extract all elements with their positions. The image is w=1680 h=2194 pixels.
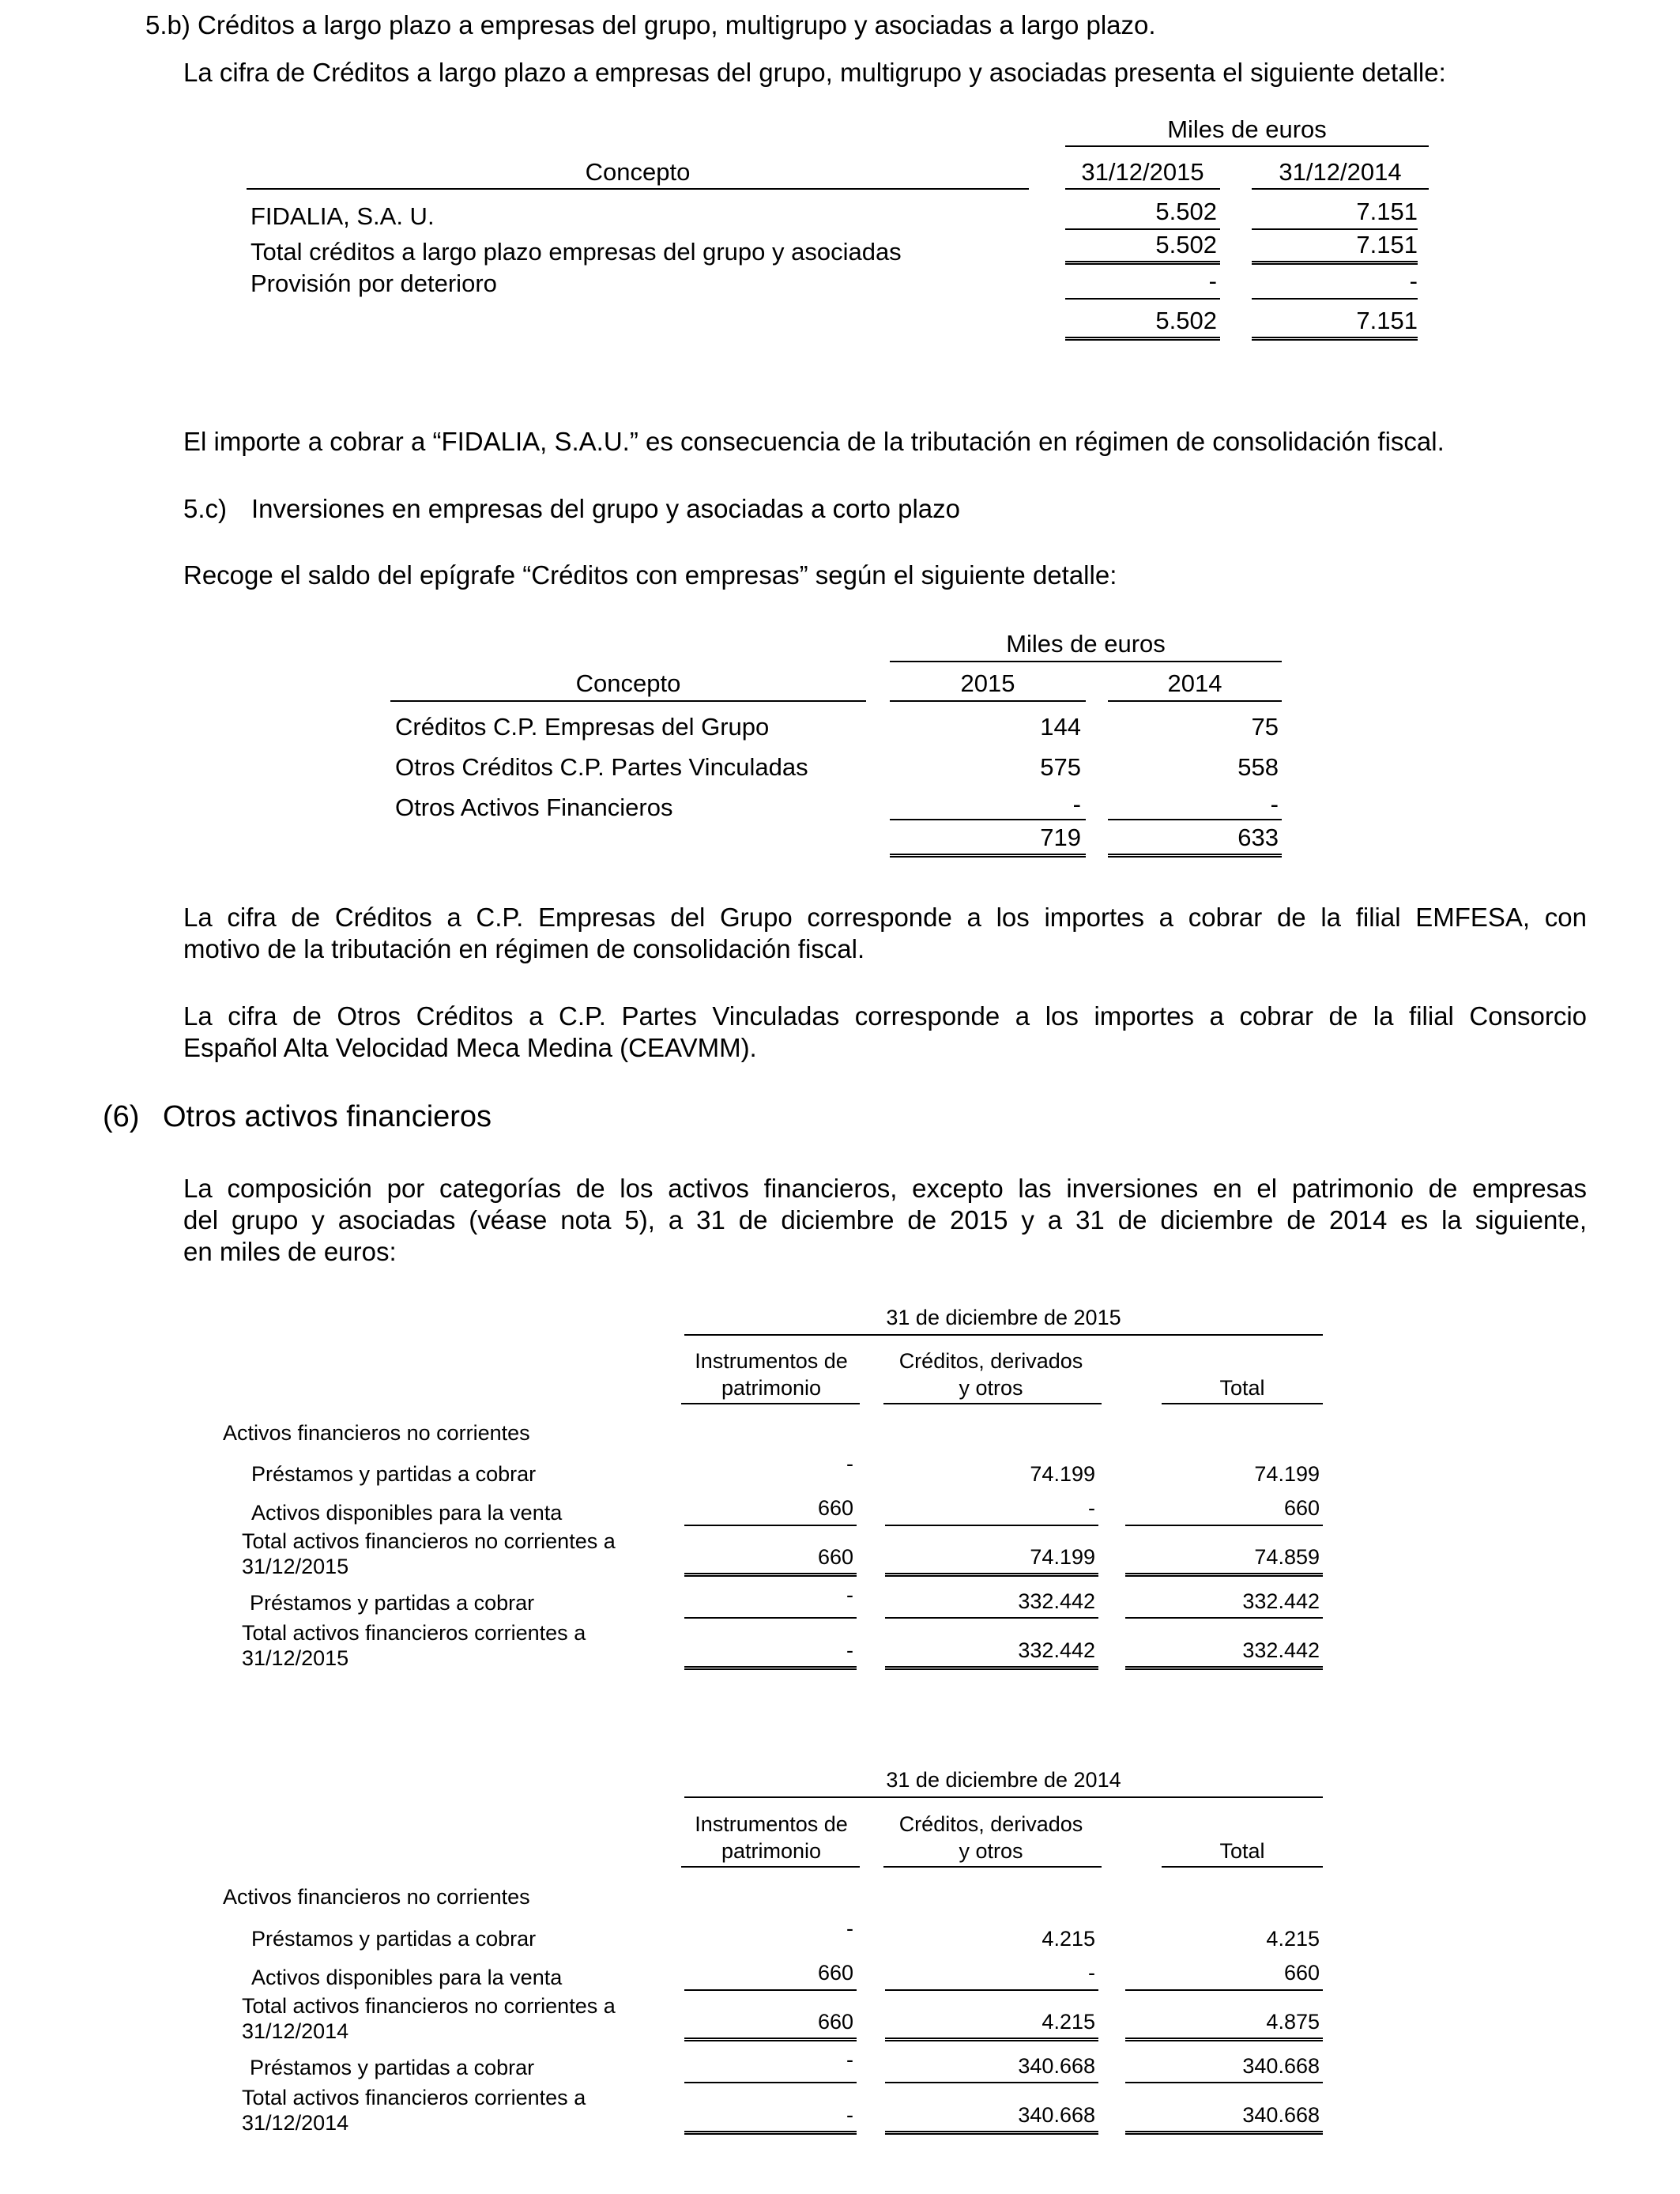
table-row-label: Total activos financieros no corrientes a xyxy=(242,1529,616,1553)
double-rule xyxy=(885,2038,1098,2041)
rule xyxy=(885,1989,1098,1991)
table-cell: - xyxy=(1088,1961,1095,1985)
double-rule xyxy=(1125,1573,1323,1577)
col-2015: 31/12/2015 xyxy=(1081,158,1204,186)
rule xyxy=(1162,1866,1323,1868)
section-6-intro-line1: La composición por categorías de los activos financieros, excepto las inversiones en el patrimonio de empresas xyxy=(183,1174,1587,1203)
table-cell: 340.668 xyxy=(1018,2054,1095,2078)
table-row-label: Préstamos y partidas a cobrar xyxy=(250,2056,535,2079)
section-5c-number: 5.c) xyxy=(183,494,228,523)
table-cell: 332.442 xyxy=(1018,1589,1095,1613)
rule xyxy=(1125,1525,1323,1526)
col-instruments: Instrumentos de xyxy=(695,1812,848,1836)
table-row-label: 31/12/2015 xyxy=(242,1555,349,1578)
table-cell: 4.875 xyxy=(1266,2010,1320,2034)
table-cell: 74.199 xyxy=(1254,1462,1320,1486)
table-cell: - xyxy=(846,2103,853,2127)
rule xyxy=(1162,1403,1323,1404)
table-cell: 74.199 xyxy=(1030,1462,1095,1486)
section-6-intro-line2: del grupo y asociadas (véase nota 5), a 31 de diciembre de 2015 y a 31 de diciembre de 2014 es la siguiente, xyxy=(183,1205,1587,1235)
table-cell: 660 xyxy=(1283,1496,1320,1520)
rule xyxy=(1125,1617,1323,1619)
table-cell: - xyxy=(1088,1496,1095,1520)
section-6-intro-line3: en miles de euros: xyxy=(183,1237,397,1266)
rule xyxy=(890,819,1086,820)
unit-header: Miles de euros xyxy=(1006,630,1166,658)
table-cell: 340.668 xyxy=(1018,2103,1095,2127)
col-total: Total xyxy=(1219,1376,1265,1400)
rule xyxy=(1125,2082,1323,2083)
table-row-label: Préstamos y partidas a cobrar xyxy=(251,1927,537,1951)
table-row-label: Total activos financieros corrientes a xyxy=(242,1621,586,1645)
double-rule xyxy=(1065,261,1220,265)
double-rule xyxy=(1252,261,1418,265)
table-cell: 7.151 xyxy=(1356,231,1418,258)
table-cell: 660 xyxy=(817,1496,853,1520)
para-5c-1-line1: La cifra de Créditos a C.P. Empresas del Grupo corresponde a los importes a cobrar de la filial EMFESA, con xyxy=(183,903,1587,932)
table-row-label: Activos disponibles para la venta xyxy=(251,1966,563,1989)
para-5c-2-line1: La cifra de Otros Créditos a C.P. Partes Vinculadas corresponde a los importes a cobrar de la filial Consorcio xyxy=(183,1001,1587,1031)
table-cell: 144 xyxy=(1040,713,1081,741)
double-rule xyxy=(885,1573,1098,1577)
table-cell: 75 xyxy=(1251,713,1279,741)
double-rule xyxy=(684,2131,857,2135)
section-5b-note: El importe a cobrar a “FIDALIA, S.A.U.” es consecuencia de la tributación en régimen de consolidación fiscal. xyxy=(183,427,1445,456)
table-cell-total: 633 xyxy=(1237,824,1279,851)
rule xyxy=(885,1525,1098,1526)
col-2014: 31/12/2014 xyxy=(1279,158,1402,186)
table-cell: 660 xyxy=(817,2010,853,2034)
rule xyxy=(885,1617,1098,1619)
double-rule xyxy=(684,1666,857,1670)
col-instruments: Instrumentos de xyxy=(695,1349,848,1373)
col-concept: Concepto xyxy=(585,158,691,186)
rule xyxy=(1108,700,1282,702)
table-row-label: Activos disponibles para la venta xyxy=(251,1501,563,1525)
section-6-heading: Otros activos financieros xyxy=(163,1100,492,1133)
table-row-label: Provisión por deterioro xyxy=(250,270,497,297)
double-rule xyxy=(684,1573,857,1577)
col-instruments: patrimonio xyxy=(721,1839,822,1863)
table-cell: 4.215 xyxy=(1266,1927,1320,1951)
col-credits: y otros xyxy=(959,1376,1023,1400)
table-cell: - xyxy=(1409,267,1418,295)
double-rule xyxy=(885,2131,1098,2135)
table-row-label: 31/12/2015 xyxy=(242,1646,349,1670)
section-6-number: (6) xyxy=(103,1100,140,1133)
table-cell: 660 xyxy=(817,1545,853,1569)
rule xyxy=(1252,228,1418,230)
section-label: Activos financieros no corrientes xyxy=(223,1885,530,1909)
col-2015: 2015 xyxy=(960,669,1015,697)
double-rule xyxy=(1252,337,1418,341)
rule xyxy=(684,1334,1323,1336)
table-cell: 332.442 xyxy=(1242,1638,1320,1662)
table-row-label: Otros Activos Financieros xyxy=(395,794,673,821)
rule xyxy=(890,700,1086,702)
double-rule xyxy=(890,854,1086,858)
rule xyxy=(684,1989,857,1991)
double-rule xyxy=(1108,854,1282,858)
rule xyxy=(1065,145,1429,147)
table-row-label: Préstamos y partidas a cobrar xyxy=(251,1462,537,1486)
rule xyxy=(1252,188,1429,190)
section-5c-intro: Recoge el saldo del epígrafe “Créditos con empresas” según el siguiente detalle: xyxy=(183,560,1117,590)
table-cell: 74.859 xyxy=(1254,1545,1320,1569)
table-row-label: FIDALIA, S.A. U. xyxy=(250,202,435,230)
col-credits: Créditos, derivados xyxy=(898,1349,1083,1373)
table-row-label: Otros Créditos C.P. Partes Vinculadas xyxy=(395,753,808,781)
table-cell: 5.502 xyxy=(1155,198,1217,225)
rule xyxy=(883,1866,1102,1868)
table-row-label: Préstamos y partidas a cobrar xyxy=(250,1591,535,1615)
table-cell: - xyxy=(846,1452,853,1476)
rule xyxy=(390,700,866,702)
table-cell: 558 xyxy=(1237,753,1279,781)
table-cell: - xyxy=(1270,790,1279,818)
rule xyxy=(681,1866,860,1868)
table-row-label: Total activos financieros corrientes a xyxy=(242,2086,586,2109)
double-rule xyxy=(1125,2038,1323,2041)
col-instruments: patrimonio xyxy=(721,1376,822,1400)
table-cell: - xyxy=(846,1583,853,1607)
rule xyxy=(684,1617,857,1619)
para-5c-1-line2: motivo de la tributación en régimen de consolidación fiscal. xyxy=(183,934,865,963)
rule xyxy=(1065,188,1220,190)
table-cell: - xyxy=(846,1917,853,1940)
table-cell: 4.215 xyxy=(1042,2010,1095,2034)
table-cell: 340.668 xyxy=(1242,2103,1320,2127)
section-5b-intro: La cifra de Créditos a largo plazo a empresas del grupo, multigrupo y asociadas presenta el siguiente detalle: xyxy=(183,58,1446,87)
unit-header: Miles de euros xyxy=(1167,115,1327,143)
rule xyxy=(684,2082,857,2083)
col-total: Total xyxy=(1219,1839,1265,1863)
rule xyxy=(1252,298,1418,300)
col-concept: Concepto xyxy=(575,669,681,697)
table-cell-total: 7.151 xyxy=(1356,307,1418,334)
rule xyxy=(883,1403,1102,1404)
table-cell: 4.215 xyxy=(1042,1927,1095,1951)
double-rule xyxy=(1125,2131,1323,2135)
para-5c-2-line2: Español Alta Velocidad Meca Medina (CEAVMM). xyxy=(183,1033,757,1062)
double-rule xyxy=(1065,337,1220,341)
table-cell: - xyxy=(1072,790,1081,818)
table-cell: - xyxy=(846,2048,853,2071)
table-cell: 332.442 xyxy=(1242,1589,1320,1613)
rule xyxy=(885,2082,1098,2083)
rule xyxy=(890,661,1282,662)
table-row-label: Créditos C.P. Empresas del Grupo xyxy=(395,713,770,741)
rule xyxy=(1108,819,1282,820)
rule xyxy=(1065,298,1220,300)
table-cell: - xyxy=(1208,267,1217,295)
table-row-label: 31/12/2014 xyxy=(242,2019,349,2043)
col-credits: Créditos, derivados xyxy=(898,1812,1083,1836)
table-cell-total: 5.502 xyxy=(1155,307,1217,334)
section-5b-heading: 5.b) Créditos a largo plazo a empresas del grupo, multigrupo y asociadas a largo plazo. xyxy=(145,10,1156,40)
rule xyxy=(1065,228,1220,230)
table-cell: 5.502 xyxy=(1155,231,1217,258)
double-rule xyxy=(1125,1666,1323,1670)
table-cell-total: 719 xyxy=(1040,824,1081,851)
table-row-label: Total créditos a largo plazo empresas del grupo y asociadas xyxy=(250,238,902,266)
table-cell: - xyxy=(846,1638,853,1662)
table-row-label: 31/12/2014 xyxy=(242,2111,349,2135)
table-cell: 332.442 xyxy=(1018,1638,1095,1662)
table-cell: 575 xyxy=(1040,753,1081,781)
double-rule xyxy=(885,1666,1098,1670)
table-cell: 74.199 xyxy=(1030,1545,1095,1569)
rule xyxy=(684,1796,1323,1798)
rule xyxy=(247,188,1029,190)
period-header: 31 de diciembre de 2015 xyxy=(886,1306,1121,1329)
period-header: 31 de diciembre de 2014 xyxy=(886,1768,1121,1792)
double-rule xyxy=(684,2038,857,2041)
table-cell: 660 xyxy=(1283,1961,1320,1985)
table-cell: 7.151 xyxy=(1356,198,1418,225)
col-credits: y otros xyxy=(959,1839,1023,1863)
table-cell: 340.668 xyxy=(1242,2054,1320,2078)
table-row-label: Total activos financieros no corrientes a xyxy=(242,1994,616,2018)
section-5c-heading: Inversiones en empresas del grupo y asociadas a corto plazo xyxy=(251,494,961,523)
table-cell: 660 xyxy=(817,1961,853,1985)
section-label: Activos financieros no corrientes xyxy=(223,1421,530,1445)
col-2014: 2014 xyxy=(1167,669,1222,697)
rule xyxy=(681,1403,860,1404)
rule xyxy=(1125,1989,1323,1991)
rule xyxy=(684,1525,857,1526)
